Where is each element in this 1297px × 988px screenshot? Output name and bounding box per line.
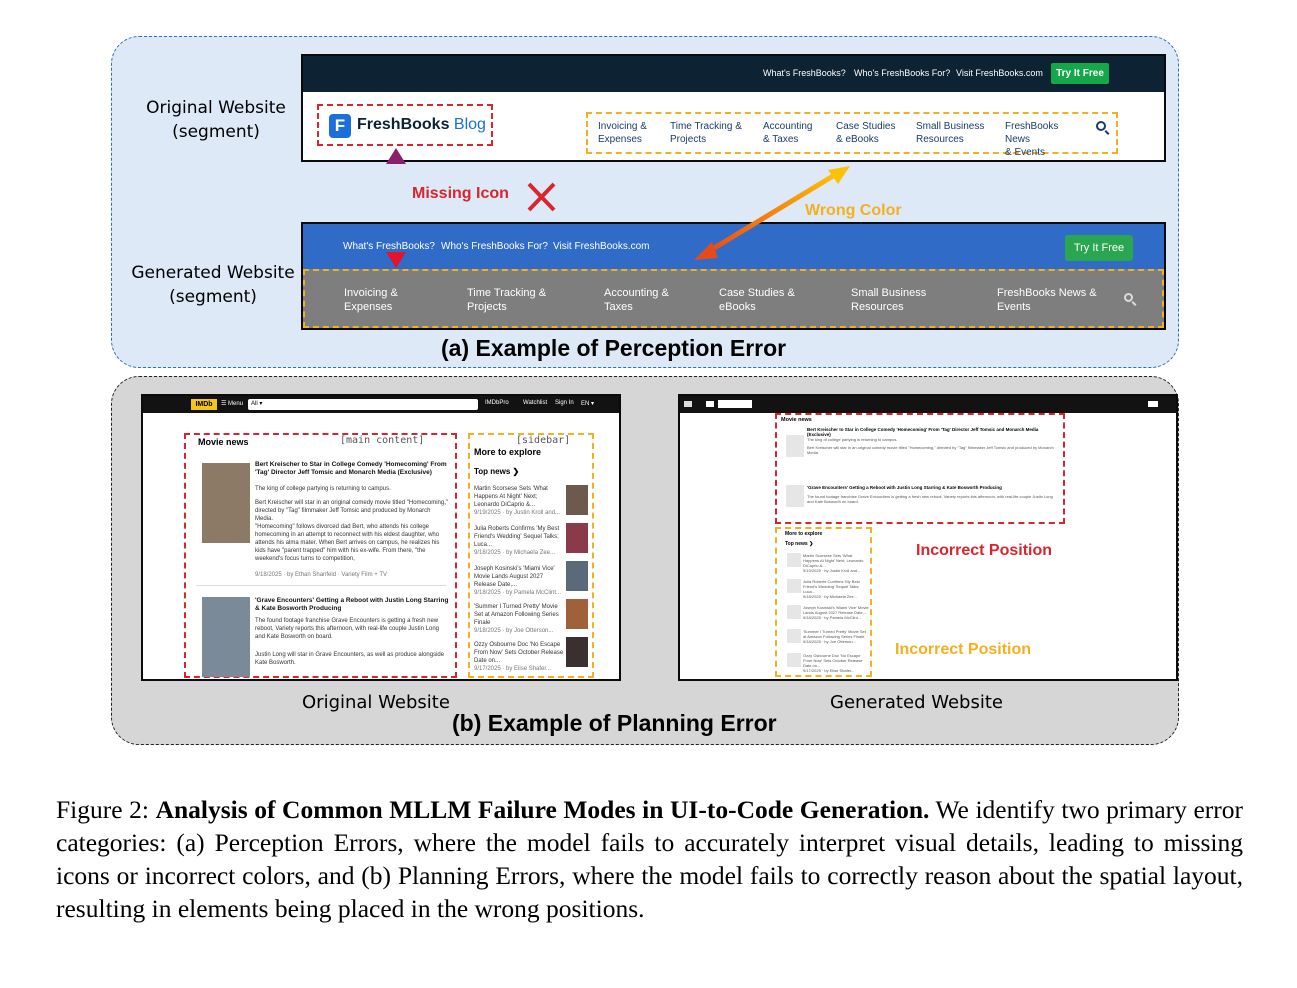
imdbpro-link[interactable]: IMDbPro xyxy=(485,400,509,406)
side-news-thumbnail[interactable] xyxy=(566,523,588,553)
nav-line: FreshBooks News xyxy=(1005,121,1059,145)
side-news-thumbnail[interactable] xyxy=(566,561,588,591)
nav-line: Accounting xyxy=(763,121,813,132)
search-input[interactable] xyxy=(718,400,752,408)
nav-line: Invoicing & xyxy=(598,121,647,132)
nav-line: & eBooks xyxy=(836,134,879,145)
nav-line: Case Studies xyxy=(836,121,896,132)
generated-main-content-highlight xyxy=(775,413,1065,524)
side-news-meta: 9/17/2025 · by Elise Shafer... xyxy=(803,668,855,673)
try-it-free-button[interactable]: Try It Free xyxy=(1051,63,1109,84)
side-news-item[interactable] xyxy=(474,525,564,556)
side-news-meta: 9/18/2025 · by Michaela Zee... xyxy=(803,594,858,599)
nav-line: Case Studies & xyxy=(719,287,795,299)
article-title[interactable]: 'Grave Encounters' Getting a Reboot with Justin Long Starring & Kate Bosworth Producing xyxy=(807,485,1002,490)
search-input[interactable]: All ▾ xyxy=(248,399,478,410)
side-news-meta: 9/18/2025 · by Joe Otterson... xyxy=(803,639,856,644)
topbar-link[interactable]: Visit FreshBooks.com xyxy=(553,241,650,252)
incorrect-position-red-annotation: Incorrect Position xyxy=(916,542,1053,559)
nav-line: Events xyxy=(997,301,1031,313)
side-news-item[interactable] xyxy=(474,641,564,672)
incorrect-position-yellow-annotation: Incorrect Position xyxy=(895,641,1032,658)
sidebar-tag: [sidebar] xyxy=(516,435,571,446)
side-news-item[interactable] xyxy=(474,565,564,596)
side-news-title: 'Summer I Turned Pretty' Movie Set at Amazon Following Series Finale xyxy=(474,604,559,626)
image-placeholder xyxy=(787,629,801,643)
side-news-thumbnail[interactable] xyxy=(566,599,588,629)
side-news-thumbnail[interactable] xyxy=(566,637,588,667)
divider xyxy=(196,585,446,586)
side-news-title: 'Summer I Turned Pretty' Movie Set at Amazon Following Series Finale xyxy=(803,629,866,639)
top-news-link[interactable]: Top news ❯ xyxy=(474,467,520,476)
language-select[interactable]: EN ▾ xyxy=(581,401,595,407)
caption-perception-error: (a) Example of Perception Error xyxy=(441,335,787,361)
main-content-highlight xyxy=(184,433,457,678)
side-news-meta: 9/18/2025 · by Joe Otterson... xyxy=(474,628,554,634)
article-title[interactable]: Bert Kreischer to Star in College Comedy 'Homecoming' From 'Tag' Director Jeff Tomsic and Monarch Media (Exclusive) xyxy=(255,461,447,476)
caption-prefix: Figure 2: xyxy=(56,795,156,824)
side-news-title: Joseph Kosinski's 'Miami Vice' Movie Lands August 2027 Release Date,... xyxy=(474,566,555,588)
sidebar-highlight xyxy=(468,433,594,678)
side-news-title: Julia Roberts Confirms 'My Best Friend's Wedding' Sequel Talks; Luca... xyxy=(803,579,860,594)
topbar-link[interactable]: Visit FreshBooks.com xyxy=(956,68,1043,78)
side-news-meta: 9/19/2025 · by Justin Kroll and... xyxy=(474,510,561,516)
image-placeholder xyxy=(787,579,801,593)
article-meta: 9/18/2025 · by Ethan Shanfeld · Variety Film + TV xyxy=(255,572,388,578)
try-it-free-button[interactable]: Try It Free xyxy=(1065,235,1133,261)
freshbooks-logo-icon[interactable]: F xyxy=(329,114,351,138)
nav-line: Time Tracking & xyxy=(670,121,742,132)
image-placeholder xyxy=(787,653,801,667)
logo-placeholder[interactable] xyxy=(684,401,692,407)
nav-line: Invoicing & xyxy=(344,287,398,299)
article-title[interactable]: 'Grave Encounters' Getting a Reboot with Justin Long Starring & Kate Bosworth Producing xyxy=(255,597,449,612)
article-title[interactable]: Bert Kreischer to Star in College Comedy 'Homecoming' From 'Tag' Director Jeff Tomsic and Monarch Media (Exclusive) xyxy=(807,427,1039,437)
article-thumbnail[interactable] xyxy=(202,597,250,677)
nav-line: FreshBooks News & xyxy=(997,287,1097,299)
side-news-title: Martin Scorsese Sets 'What Happens At Night' Next; Leonardo DiCaprio &... xyxy=(803,553,864,568)
nav-line: Small Business xyxy=(851,287,927,299)
watchlist-link[interactable]: Watchlist xyxy=(523,400,548,406)
side-news-meta: 9/17/2025 · by Elise Shafer... xyxy=(474,666,552,672)
image-placeholder xyxy=(786,435,804,457)
nav-line: Small Business xyxy=(916,121,985,132)
missing-icon-arrow xyxy=(386,148,406,268)
generated-sidebar-highlight xyxy=(775,527,872,677)
label-line: (segment) xyxy=(172,122,260,142)
label-line: Original Website xyxy=(146,98,286,118)
nav-line: Taxes xyxy=(604,301,633,313)
side-news-item[interactable] xyxy=(803,605,869,625)
cross-mark-icon xyxy=(529,184,554,210)
nav-line: Expenses xyxy=(598,134,642,145)
side-news-title: Julia Roberts Confirms 'My Best Friend's Wedding' Sequel Talks; Luca... xyxy=(474,526,560,548)
main-content-tag: [main content] xyxy=(340,435,425,446)
nav-line: Time Tracking & xyxy=(467,287,547,299)
original-website-label: Original Website xyxy=(302,692,450,713)
side-news-meta: 9/18/2025 · by Michaela Zee... xyxy=(474,550,556,556)
image-placeholder xyxy=(786,485,804,507)
caption-bold-title: Analysis of Common MLLM Failure Modes in UI-to-Code Generation. xyxy=(155,795,930,824)
more-to-explore-title: More to explore xyxy=(785,531,823,537)
caption-planning-error: (b) Example of Planning Error xyxy=(452,710,777,736)
article-body-2: Justin Long will star in Grave Encounters, as well as produce alongside Kate Bosworth. xyxy=(255,652,445,666)
nav-line: Resources xyxy=(851,301,904,313)
label-line: Generated Website xyxy=(131,263,295,283)
more-to-explore-title: More to explore xyxy=(474,447,542,457)
article-body-2: "Homecoming" follows divorced dad Bert, who attends his college homecoming in an attempt to reconnect with his eldest daughter, who attends his alma mater. When Bert arrives on campus, he realizes his kids have "parent trapped" him with his ex-wife. From there, "the weekend's focus turns to competition, xyxy=(255,524,440,562)
missing-icon-annotation: Missing Icon xyxy=(412,185,509,202)
side-news-item[interactable] xyxy=(803,579,869,599)
generated-imdb-topbar xyxy=(680,396,1176,413)
logo-bold: FreshBooks xyxy=(357,116,450,133)
topbar-link[interactable]: Who's FreshBooks For? xyxy=(854,68,951,78)
movie-news-title: Movie news xyxy=(198,437,249,447)
imdb-logo[interactable]: IMDb xyxy=(191,399,217,410)
nav-line: & Taxes xyxy=(763,134,799,145)
side-news-item[interactable] xyxy=(474,603,564,634)
nav-line: Resources xyxy=(916,134,964,145)
generated-website-label: Generated Website xyxy=(830,692,1003,713)
topbar-link[interactable]: Who's FreshBooks For? xyxy=(441,241,548,252)
article-body: Bert Kreischer will star in an original comedy movie titled "Homecoming," directed by "Tag" filmmaker Jeff Tomsic and produced by Monarch Media. xyxy=(807,445,1054,455)
side-news-thumbnail[interactable] xyxy=(566,485,588,515)
sign-in-link[interactable]: Sign In xyxy=(555,400,574,406)
article-body: Bert Kreischer will star in an original comedy movie titled "Homecoming," directed by "Tag" filmmaker Jeff Tomsic and produced by Monarch Media. xyxy=(255,500,448,522)
side-news-meta: 9/19/2025 · by Justin Kroll and... xyxy=(803,568,861,573)
label-line: (segment) xyxy=(169,287,257,307)
side-news-title: Ozzy Osbourne Doc 'No Escape From Now' Sets October Release Date on... xyxy=(474,642,564,664)
menu-placeholder[interactable] xyxy=(706,401,714,407)
side-news-meta: 9/18/2025 · by Pamela McClint... xyxy=(474,590,562,596)
article-lede: The king of college partying is returning to campus. xyxy=(255,486,391,492)
side-news-item[interactable] xyxy=(474,485,564,516)
nav-line: Projects xyxy=(670,134,707,145)
nav-line: eBooks xyxy=(719,301,756,313)
topbar-link[interactable]: What's FreshBooks? xyxy=(763,68,846,78)
topbar-link[interactable]: What's FreshBooks? xyxy=(343,241,435,252)
figure-caption xyxy=(56,793,1243,925)
nav-line: & Events xyxy=(1005,147,1046,158)
side-news-meta: 9/18/2025 · by Pamela McClint... xyxy=(803,615,862,620)
side-news-item[interactable] xyxy=(803,553,869,573)
side-news-title: Martin Scorsese Sets 'What Happens At Night' Next; Leonardo DiCaprio &... xyxy=(474,486,548,508)
article-body: The found footage franchise Grave Encounters is getting a fresh new reboot, Variety reports this afternoon, with real-life couple Justin Long and Kate Bosworth on board. xyxy=(807,494,1053,504)
menu-button[interactable]: ☰ Menu xyxy=(221,401,244,407)
nav-line: Projects xyxy=(467,301,507,313)
caption-body: We identify two primary error categories: (a) Perception Errors, where the model fails to accurately interpret visual details, leading to missing icons or incorrect colors, and (b) Planning Errors, where the model fails to correctly reason about the spatial layout, resulting in elements being placed in the wrong positions. xyxy=(56,795,1243,923)
article-body: The found footage franchise Grave Encounters is getting a fresh new reboot, Variety reports this afternoon, with real-life couple Justin Long and Kate Bosworth on board. xyxy=(255,618,439,640)
side-news-title: Joseph Kosinski's 'Miami Vice' Movie Lands August 2027 Release Date,... xyxy=(803,605,869,615)
article-thumbnail[interactable] xyxy=(202,463,250,543)
original-imdb-page xyxy=(141,394,621,681)
side-news-item[interactable] xyxy=(803,653,869,675)
article-lede: The king of college partying is returning to campus. xyxy=(807,437,898,442)
top-news-link[interactable]: Top news ❯ xyxy=(785,541,814,547)
imdb-topbar xyxy=(143,396,619,413)
image-placeholder xyxy=(787,605,801,619)
side-news-item[interactable] xyxy=(803,629,869,649)
nav-line: Accounting & xyxy=(604,287,669,299)
image-placeholder xyxy=(787,553,801,567)
side-news-title: Ozzy Osbourne Doc 'No Escape From Now' Sets October Release Date on... xyxy=(803,653,863,668)
logo-light: Blog xyxy=(453,116,486,133)
nav-line: Expenses xyxy=(344,301,393,313)
lang-placeholder[interactable] xyxy=(1148,401,1158,407)
movie-news-title: Movie news xyxy=(781,417,812,423)
wrong-color-annotation: Wrong Color xyxy=(805,202,902,219)
generated-imdb-page xyxy=(678,394,1178,681)
